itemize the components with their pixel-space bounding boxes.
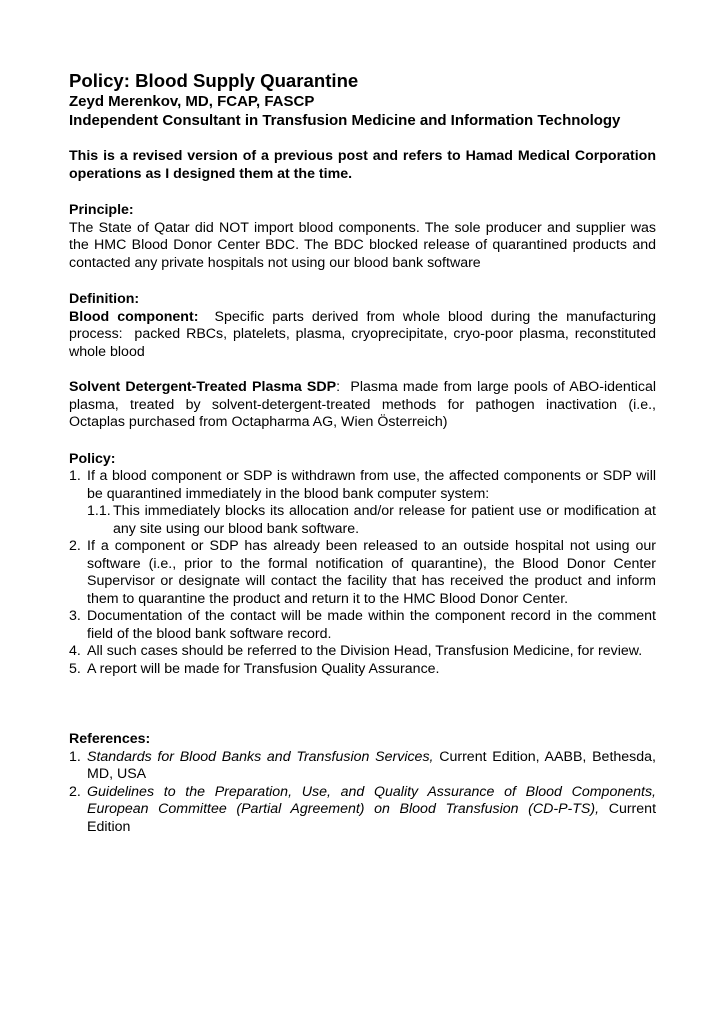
policy-item [69,468,656,503]
item-text: If a component or SDP has already been released to an outside hospital not using our software (i.e., prior to the formal notification of quarantine), the Blood Donor Center Supervisor or designate will contact the facility that has received the product and inform them to quarantine the product and return it to the HMC Blood Donor Center. [87,538,656,607]
definition-blood-component-text: Specific parts derived from whole blood during the manufacturing process: packed RBCs, platelets, plasma, cryoprecipitate, cryo-poor plasma, reconstituted whole blood [69,308,660,360]
policy-item [69,538,656,608]
reference-title: Guidelines to the Preparation, Use, and Quality Assurance of Blood Components, European Committee (Partial Agreement) on Blood Transfusion (CD-P-TS), [87,783,656,817]
item-number: 2. [69,783,81,800]
policy-list [69,468,656,678]
definition-heading: Definition: [69,291,140,307]
reference-item [69,749,656,784]
policy-item [69,661,656,679]
item-number: 3. [69,608,81,624]
principle-heading: Principle: [69,202,134,218]
item-text: All such cases should be referred to the Division Head, Transfusion Medicine, for review. [87,643,643,659]
document-page [69,70,660,836]
item-text: If a blood component or SDP is withdrawn from use, the affected components or SDP will be quarantined immediately in the blood bank computer system: [87,468,656,502]
reference-title: Standards for Blood Banks and Transfusion Services, [87,748,434,765]
policy-subitem [69,503,656,538]
definition-sdp-text: : Plasma made from large pools of ABO-identical plasma, treated by solvent-detergent-treated methods for pathogen inactivation (i.e., Octaplas purchased from Octapharma AG, Wien Österreich) [69,379,660,430]
item-number: 1.1. [87,503,111,519]
item-text: This immediately blocks its allocation and/or release for patient use or modification at any site using our blood bank software. [113,503,656,537]
principle-section [69,202,656,272]
item-number: 4. [69,643,81,659]
affiliation-line: Independent Consultant in Transfusion Medicine and Information Technology [69,112,621,129]
references-list [69,749,656,837]
policy-item [69,608,656,643]
reference-details: Current Edition [87,801,657,835]
intro-note: This is a revised version of a previous post and refers to Hamad Medical Corporation operations as I designed them at the time. [69,148,656,182]
principle-text: The State of Qatar did NOT import blood components. The sole producer and supplier was the HMC Blood Donor Center BDC. The BDC blocked release of quarantined products and contacted any private hospitals not using our blood bank software [69,219,656,271]
definition-section [69,291,660,432]
item-number: 1. [69,748,81,765]
item-text: Documentation of the contact will be made within the component record in the comment field of the blood bank software record. [87,608,656,642]
document-title: Policy: Blood Supply Quarantine [69,70,359,91]
term-sdp: Solvent Detergent-Treated Plasma SDP [69,379,337,395]
policy-item [69,643,656,661]
policy-section [69,451,656,679]
item-number: 5. [69,660,81,677]
references-section [69,731,656,836]
reference-item [69,784,656,837]
term-blood-component: Blood component: [69,308,199,325]
definition-sdp [69,379,660,432]
item-number: 1. [69,468,81,484]
definition-blood-component [69,308,660,362]
policy-heading: Policy: [69,450,116,467]
author-line: Zeyd Merenkov, MD, FCAP, FASCP [69,93,315,110]
item-text: A report will be made for Transfusion Quality Assurance. [87,660,440,677]
references-heading: References: [69,731,151,747]
reference-details: Current Edition, AABB, Bethesda, MD, USA [87,748,656,782]
item-number: 2. [69,538,81,554]
